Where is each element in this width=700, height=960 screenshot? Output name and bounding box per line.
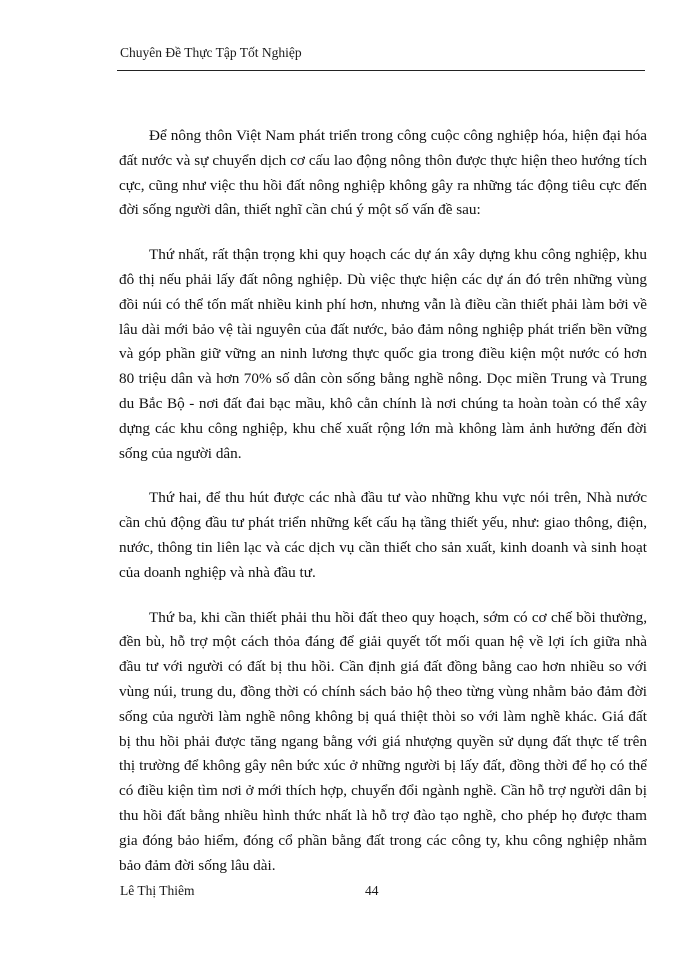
- paragraph-third-point: Thứ ba, khi cần thiết phải thu hồi đất theo quy hoạch, sớm có cơ chế bồi thường, đền bù, hỗ trợ một cách thỏa đáng để giải quyết tốt mối quan hệ về lợi ích giữa nhà đầu tư với người có đất bị thu hồi. Cần định giá đất đồng bằng cao hơn nhiều so với vùng núi, trung du, đồng thời có chính sách bảo hộ theo từng vùng nhằm bảo đảm đời sống của người làm nghề nông không bị quá thiệt thòi so với làm nghề khác. Giá đất bị thu hồi phải được tăng ngang bằng với giá nhượng quyền sử dụng đất thực tế trên thị trường để không gây nên bức xúc ở những người bị lấy đất, đồng thời để họ có thể có điều kiện tìm nơi ở mới thích hợp, chuyển đổi ngành nghề. Cần hỗ trợ người dân bị thu hồi đất bằng nhiều hình thức nhất là hỗ trợ đào tạo nghề, cho phép họ được tham gia đóng bảo hiểm, đóng cổ phần bằng đất trong các công ty, khu công nghiệp nhằm bảo đảm đời sống lâu dài.: [119, 608, 647, 874]
- document-body: [119, 124, 647, 898]
- footer-author: Lê Thị Thiêm: [120, 883, 195, 898]
- paragraph-intro: Để nông thôn Việt Nam phát triển trong công cuộc công nghiệp hóa, hiện đại hóa đất nước và sự chuyển dịch cơ cấu lao động nông thôn được thực hiện theo hướng tích cực, cũng như việc thu hồi đất nông nghiệp không gây ra những tác động tiêu cực đến đời sống người dân, thiết nghĩ cần chú ý một số vấn đề sau:: [119, 127, 647, 219]
- page-number: 44: [365, 883, 379, 898]
- page-header-title: Chuyên Đề Thực Tập Tốt Nghiệp: [120, 45, 302, 60]
- header-divider: [117, 70, 645, 71]
- paragraph-second-point: Thứ hai, để thu hút được các nhà đầu tư vào những khu vực nói trên, Nhà nước cần chủ động đầu tư phát triển những kết cấu hạ tầng thiết yếu, như: giao thông, điện, nước, thông tin liên lạc và các dịch vụ cần thiết cho sản xuất, kinh doanh và sinh hoạt của doanh nghiệp và nhà đầu tư.: [119, 489, 647, 581]
- page-footer: [120, 880, 640, 902]
- paragraph-first-point: Thứ nhất, rất thận trọng khi quy hoạch các dự án xây dựng khu công nghiệp, khu đô thị nếu phải lấy đất nông nghiệp. Dù việc thực hiện các dự án đó trên những vùng đồi núi có thể tốn mất nhiều kinh phí hơn, nhưng vẫn là điều cần thiết phải làm bởi về lâu dài mới bảo vệ tài nguyên của đất nước, bảo đảm nông nghiệp phát triển bền vững và góp phần giữ vững an ninh lương thực quốc gia trong điều kiện một nước có hơn 80 triệu dân và hơn 70% số dân còn sống bằng nghề nông. Dọc miền Trung và Trung du Bắc Bộ - nơi đất đai bạc mầu, khô cằn chính là nơi chúng ta hoàn toàn có thể xây dựng các khu công nghiệp, khu chế xuất rộng lớn mà không làm ảnh hưởng đến đời sống của người dân.: [119, 246, 647, 462]
